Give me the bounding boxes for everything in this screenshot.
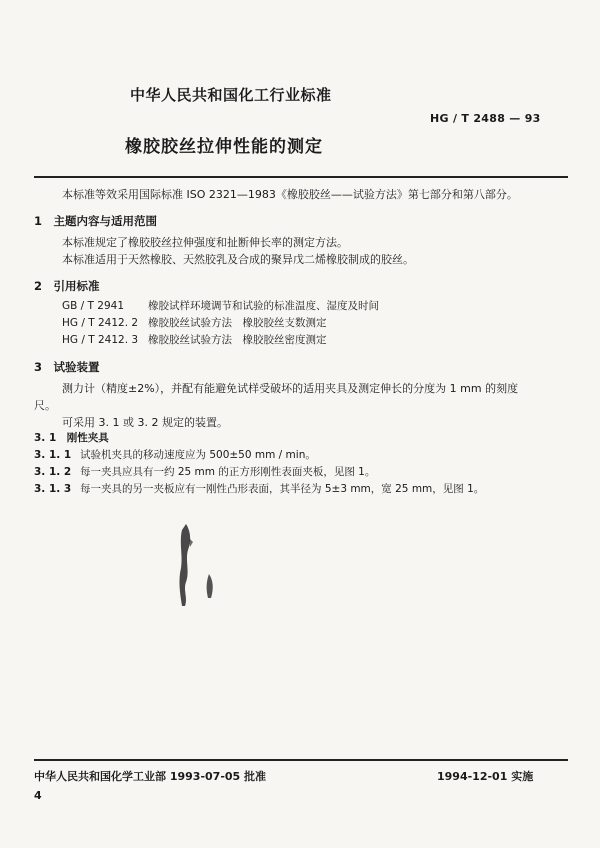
clause-item [34,447,316,462]
standard-code: HG / T 2488 — 93 [430,112,541,125]
clause-text: 每一夹具的另一夹板应有一刚性凸形表面，其半径为 5±3 mm，宽 25 mm，见图 1。 [80,483,485,495]
footer-divider [34,759,568,761]
reference-title: 橡胶胶丝试验方法 橡胶胶丝支数测定 [148,317,327,329]
section-3-paragraph-1: 测力计（精度±2%），并配有能避免试样受破坏的适用夹具及测定伸长的分度为 1 mm 的刻度 [62,382,519,395]
clause-item [34,481,484,496]
section-1-heading: 1 主题内容与适用范围 [34,214,158,228]
document-title: 橡胶胶丝拉伸性能的测定 [125,137,323,157]
intro-paragraph: 本标准等效采用国际标准 ISO 2321—1983《橡胶胶丝——试验方法》第七部分和第八部分。 [62,188,518,201]
clause-text: 试验机夹具的移动速度应为 500±50 mm / min。 [80,449,316,461]
implementation-date: 1994-12-01 实施 [437,770,534,783]
reference-code: HG / T 2412. 2 [62,317,139,329]
reference-item [62,332,327,347]
section-3-paragraph-2: 可采用 3. 1 或 3. 2 规定的装置。 [62,416,228,429]
section-1-paragraph-1: 本标准规定了橡胶胶丝拉伸强度和扯断伸长率的测定方法。 [62,236,348,249]
clause-number: 3. 1. 3 [34,483,72,495]
reference-item [62,298,379,313]
approval-date: 中华人民共和国化学工业部 1993-07-05 批准 [34,770,267,783]
section-1-paragraph-2: 本标准适用于天然橡胶、天然胶乳及合成的聚异戊二烯橡胶制成的胶丝。 [62,253,414,266]
reference-title: 橡胶试样环境调节和试验的标准温度、湿度及时间 [148,300,379,312]
standard-organization: 中华人民共和国化工行业标准 [130,86,332,104]
section-3-paragraph-1-cont: 尺。 [34,399,56,412]
subsection-3-1-heading: 3. 1 刚性夹具 [34,432,109,444]
clause-text: 每一夹具应具有一约 25 mm 的正方形刚性表面夹板，见图 1。 [80,466,376,478]
page-number: 4 [34,789,42,802]
section-3-heading: 3 试验装置 [34,360,100,374]
clause-number: 3. 1. 1 [34,449,72,461]
reference-item [62,315,327,330]
section-2-heading: 2 引用标准 [34,279,100,293]
header-divider [34,176,568,178]
reference-code: HG / T 2412. 3 [62,334,139,346]
reference-code: GB / T 2941 [62,300,125,312]
clause-item [34,464,375,479]
clause-number: 3. 1. 2 [34,466,72,478]
scan-smudge [203,572,219,602]
reference-title: 橡胶胶丝试验方法 橡胶胶丝密度测定 [148,334,327,346]
